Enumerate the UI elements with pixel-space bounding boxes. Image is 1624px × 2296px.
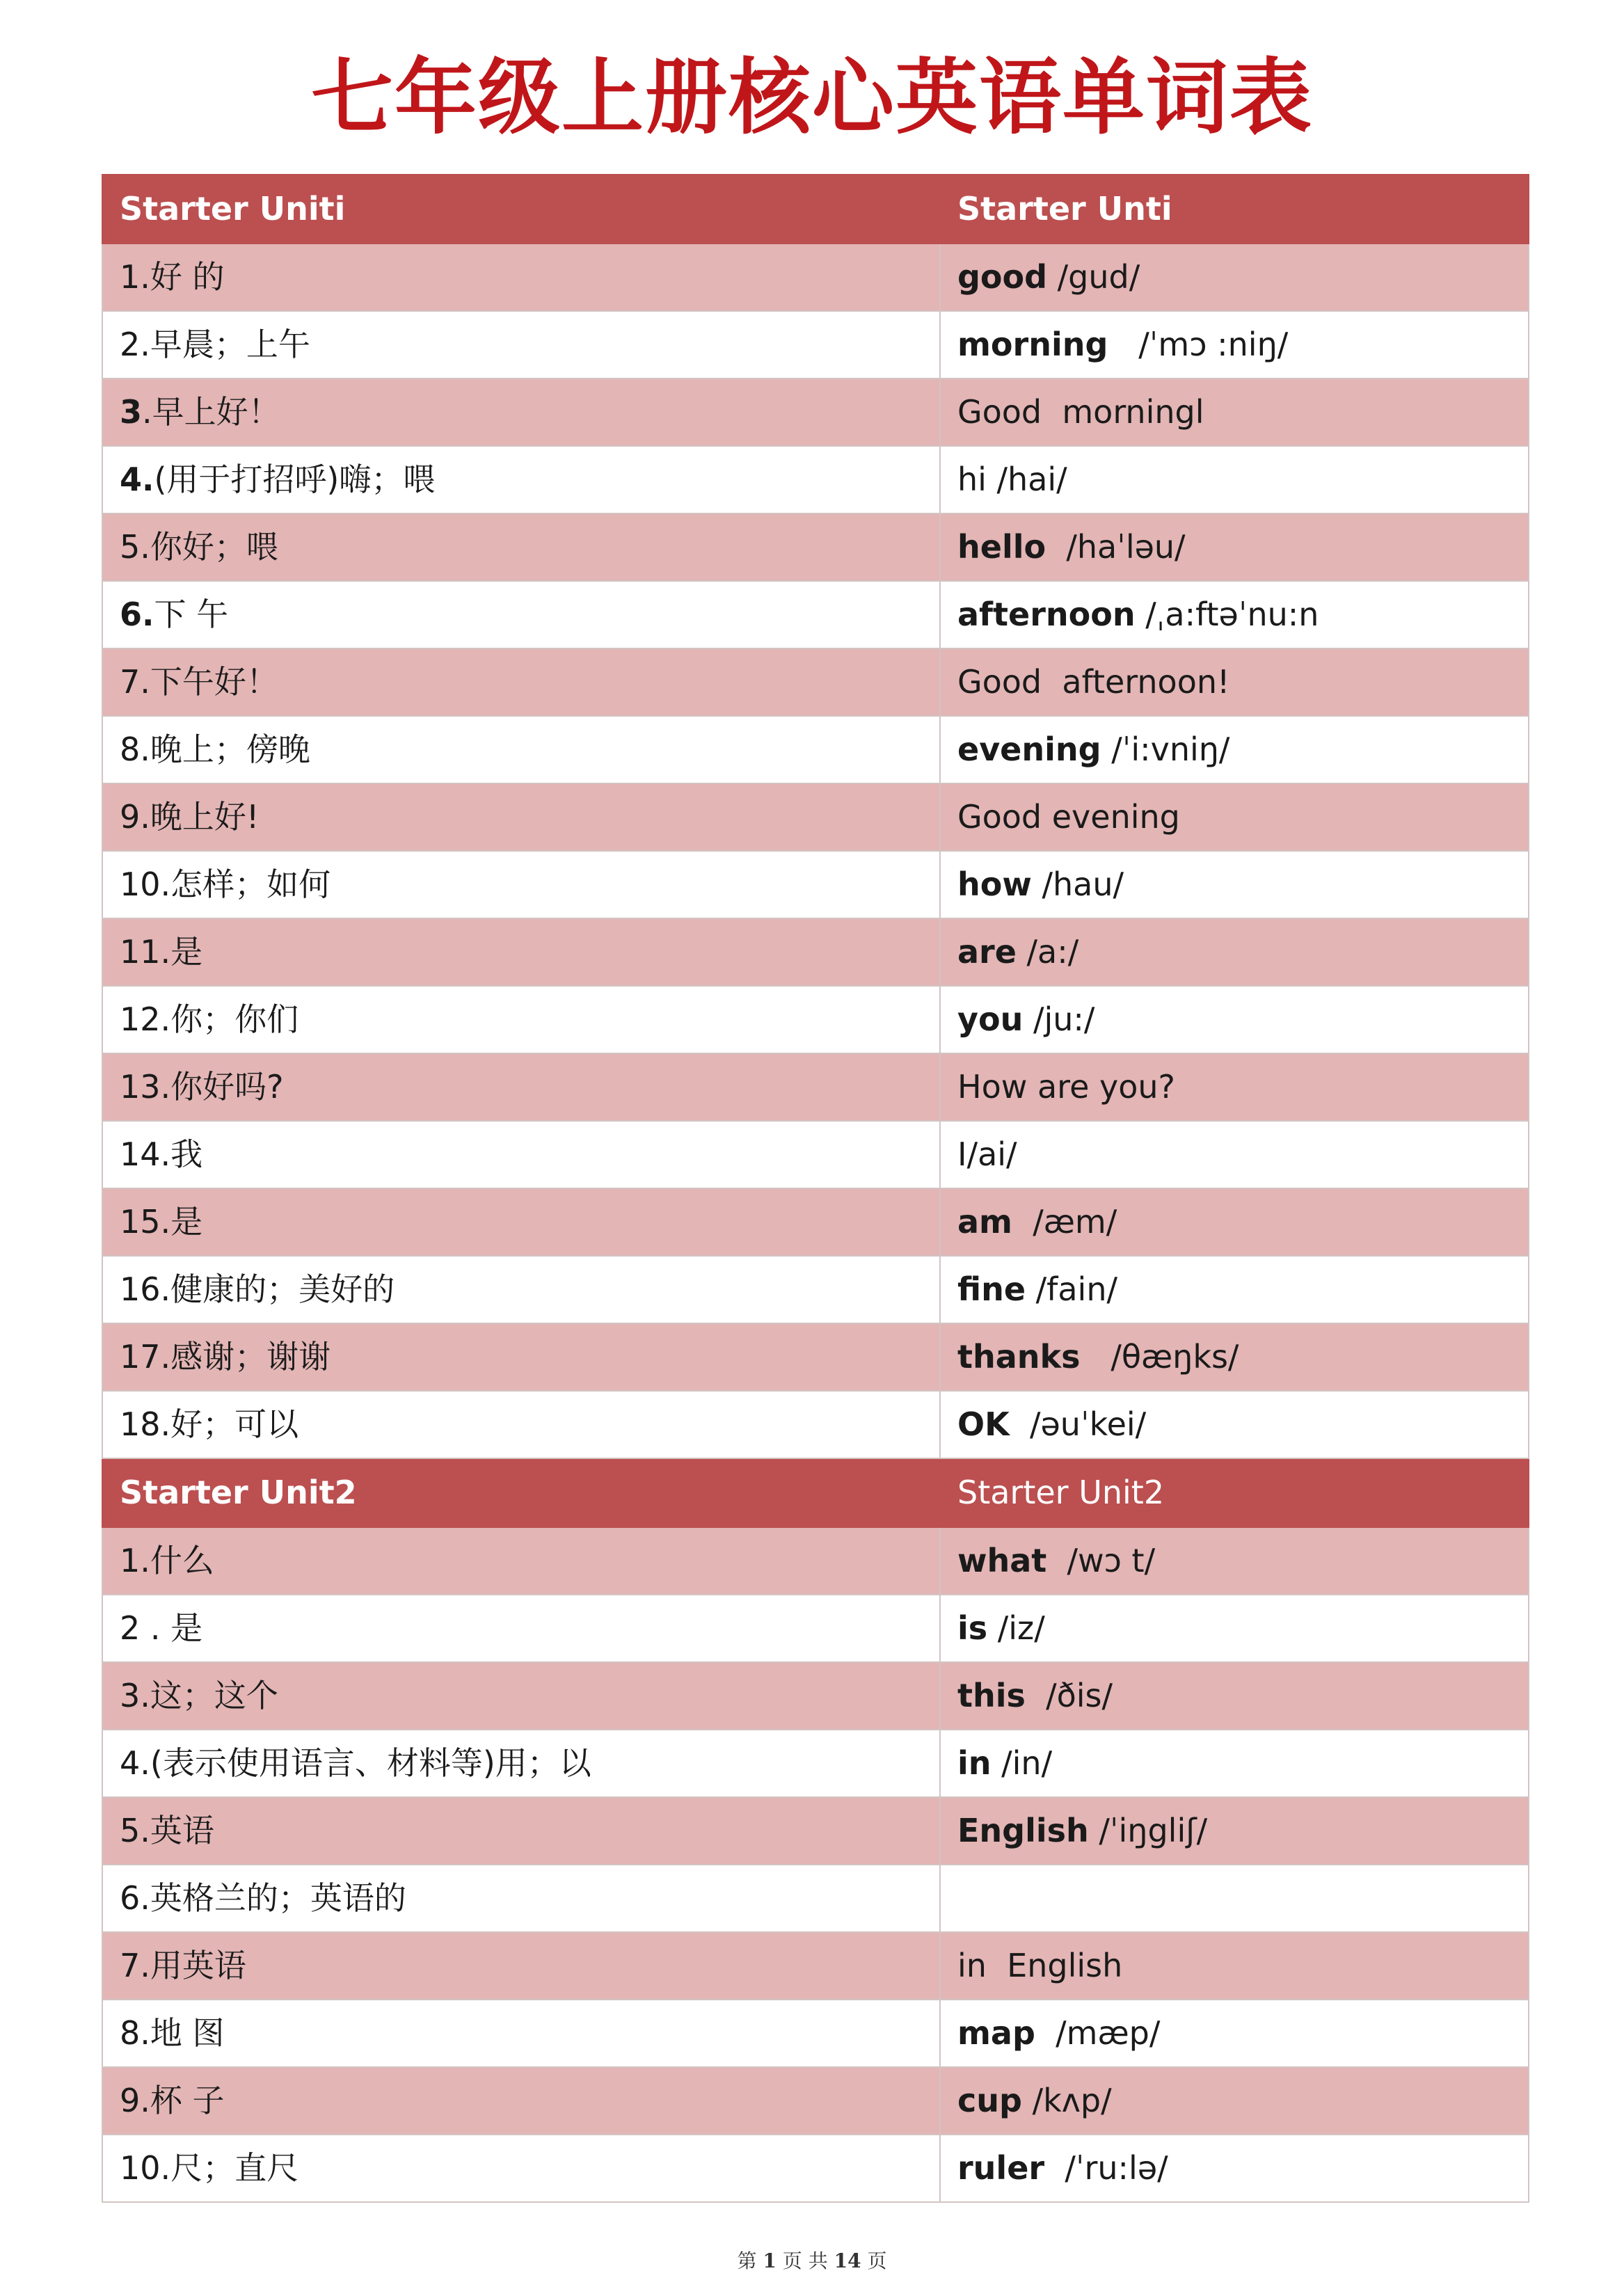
chinese-meaning: (用于打招呼)嗨；喂 <box>154 461 436 498</box>
phonetic: /ˈiŋgliʃ/ <box>1088 1812 1208 1849</box>
phonetic: /ˌa:ftəˈnu:n <box>1135 596 1319 633</box>
item-number: 2 <box>120 1609 141 1647</box>
chinese-meaning: .下午好！ <box>140 663 278 701</box>
chinese-meaning: .是 <box>160 1203 203 1241</box>
footer-prefix: 第 <box>737 2249 757 2272</box>
item-number: 15 <box>120 1203 161 1241</box>
chinese-meaning-cell <box>102 1121 940 1188</box>
english-word-cell <box>940 1053 1529 1121</box>
item-number: 16 <box>120 1270 161 1308</box>
item-number: 3 <box>120 393 143 431</box>
footer-page-number: 1 <box>763 2249 777 2272</box>
english-word: cup <box>957 2082 1022 2119</box>
table-row <box>102 648 1529 716</box>
table-row <box>102 1527 1529 1595</box>
chinese-meaning-cell <box>102 244 940 311</box>
table-row <box>102 1595 1529 1662</box>
phonetic: Good afternoon! <box>957 663 1230 701</box>
table-row <box>102 1188 1529 1256</box>
item-number: 8 <box>120 2014 141 2052</box>
table-row <box>102 311 1529 378</box>
english-word: fine <box>957 1270 1026 1308</box>
chinese-meaning-cell <box>102 1595 940 1662</box>
item-number: 9 <box>120 798 141 836</box>
english-word: ruler <box>957 2149 1045 2187</box>
english-word-cell <box>940 1391 1529 1458</box>
table-row <box>102 2067 1529 2135</box>
english-word-cell <box>940 1256 1529 1323</box>
table-row <box>102 446 1529 513</box>
chinese-meaning: .好；可以 <box>160 1405 299 1443</box>
phonetic: I/ai/ <box>957 1135 1017 1173</box>
page-footer <box>0 2246 1624 2274</box>
item-number: 1 <box>120 1542 141 1579</box>
english-word: in <box>957 1744 992 1782</box>
chinese-meaning-cell <box>102 1932 940 2000</box>
chinese-meaning: .杯 子 <box>140 2082 225 2119</box>
chinese-meaning: .用英语 <box>140 1947 246 1984</box>
english-word: OK <box>957 1405 1010 1443</box>
item-number: 6. <box>120 596 154 633</box>
english-word-cell <box>940 581 1529 648</box>
table-row <box>102 1053 1529 1121</box>
chinese-meaning: .晚上；傍晚 <box>140 731 310 768</box>
section-header-en: Starter Unit2 <box>940 1458 1529 1527</box>
chinese-meaning-cell <box>102 1256 940 1323</box>
table-row <box>102 1323 1529 1391</box>
chinese-meaning-cell <box>102 513 940 581</box>
table-row <box>102 244 1529 311</box>
vocab-table <box>102 174 1529 2203</box>
phonetic: /ˈru:lə/ <box>1044 2149 1168 2187</box>
english-word-cell <box>940 1865 1529 1932</box>
chinese-meaning-cell <box>102 1323 940 1391</box>
item-number: 8 <box>120 731 141 768</box>
item-number: 17 <box>120 1338 161 1376</box>
table-row <box>102 1662 1529 1730</box>
section-header-row <box>102 1458 1529 1527</box>
table-row <box>102 1932 1529 2000</box>
item-number: 6 <box>120 1879 141 1917</box>
chinese-meaning-cell <box>102 1188 940 1256</box>
table-row <box>102 918 1529 986</box>
english-word-cell <box>940 1188 1529 1256</box>
chinese-meaning: .(表示使用语言、材料等)用；以 <box>140 1744 591 1782</box>
english-word: is <box>957 1609 988 1647</box>
chinese-meaning: .地 图 <box>140 2014 225 2052</box>
chinese-meaning-cell <box>102 2067 940 2135</box>
item-number: 14 <box>120 1135 161 1173</box>
english-word-cell <box>940 918 1529 986</box>
table-row <box>102 986 1529 1053</box>
phonetic: /ju:/ <box>1023 1000 1095 1038</box>
chinese-meaning-cell <box>102 1391 940 1458</box>
phonetic: /ˈmɔ :niŋ/ <box>1108 326 1289 363</box>
english-word-cell <box>940 513 1529 581</box>
footer-mid: 页 共 <box>782 2249 828 2272</box>
chinese-meaning-cell <box>102 581 940 648</box>
chinese-meaning-cell <box>102 648 940 716</box>
item-number: 9 <box>120 2082 141 2119</box>
chinese-meaning-cell <box>102 2000 940 2067</box>
phonetic: /ˈi:vniŋ/ <box>1101 731 1230 768</box>
chinese-meaning-cell <box>102 1527 940 1595</box>
chinese-meaning: .你；你们 <box>160 1000 299 1038</box>
chinese-meaning: .好 的 <box>140 258 225 296</box>
english-word-cell <box>940 986 1529 1053</box>
page-title: 七年级上册核心英语单词表 <box>310 49 1313 145</box>
english-word-cell <box>940 1932 1529 2000</box>
english-word: morning <box>957 326 1108 363</box>
item-number: 3 <box>120 1677 141 1714</box>
item-number: 10 <box>120 2149 161 2187</box>
english-word-cell <box>940 1730 1529 1797</box>
table-row <box>102 1865 1529 1932</box>
chinese-meaning: .尺；直尺 <box>160 2149 299 2187</box>
english-word-cell <box>940 2000 1529 2067</box>
item-number: 7 <box>120 663 141 701</box>
english-word-cell <box>940 783 1529 851</box>
chinese-meaning: .我 <box>160 1135 203 1173</box>
english-word-cell <box>940 446 1529 513</box>
item-number: 2 <box>120 326 141 363</box>
table-row <box>102 716 1529 783</box>
phonetic: /kʌp/ <box>1021 2082 1112 2119</box>
english-word-cell <box>940 1797 1529 1865</box>
english-word-cell <box>940 378 1529 446</box>
english-word: am <box>957 1203 1012 1241</box>
phonetic: /æm/ <box>1012 1203 1117 1241</box>
phonetic: /θæŋks/ <box>1080 1338 1239 1376</box>
chinese-meaning-cell <box>102 2135 940 2202</box>
english-word: are <box>957 933 1017 971</box>
english-word: thanks <box>957 1338 1081 1376</box>
english-word: evening <box>957 731 1101 768</box>
phonetic: Good morningl <box>957 393 1204 431</box>
phonetic: /mæp/ <box>1035 2014 1161 2052</box>
chinese-meaning-cell <box>102 918 940 986</box>
chinese-meaning: .你好；喂 <box>140 528 278 566</box>
table-row <box>102 2135 1529 2202</box>
section-header-en: Starter Unti <box>940 175 1529 244</box>
english-word: afternoon <box>957 596 1136 633</box>
chinese-meaning: .你好吗? <box>160 1068 284 1106</box>
english-word-cell <box>940 311 1529 378</box>
item-number: 13 <box>120 1068 161 1106</box>
english-word: how <box>957 866 1032 903</box>
chinese-meaning: .什么 <box>140 1542 214 1579</box>
phonetic: /haˈləu/ <box>1046 528 1186 566</box>
table-row <box>102 1730 1529 1797</box>
table-row <box>102 783 1529 851</box>
english-word-cell <box>940 2135 1529 2202</box>
chinese-meaning: .早晨；上午 <box>140 326 310 363</box>
chinese-meaning: .英语 <box>140 1812 214 1849</box>
english-word-cell <box>940 1662 1529 1730</box>
chinese-meaning-cell <box>102 986 940 1053</box>
phonetic: in English <box>957 1947 1123 1984</box>
section-header-row <box>102 175 1529 244</box>
english-word-cell <box>940 1323 1529 1391</box>
section-header-cn: Starter Unit2 <box>102 1458 940 1527</box>
english-word-cell <box>940 648 1529 716</box>
chinese-meaning-cell <box>102 1797 940 1865</box>
table-row <box>102 851 1529 918</box>
table-row <box>102 581 1529 648</box>
phonetic: /əuˈkei/ <box>1009 1405 1147 1443</box>
english-word-cell <box>940 716 1529 783</box>
english-word: hello <box>957 528 1046 566</box>
english-word-cell <box>940 1595 1529 1662</box>
item-number: 4. <box>120 461 154 498</box>
table-row <box>102 1797 1529 1865</box>
item-number: 5 <box>120 1812 141 1849</box>
chinese-meaning: .健康的；美好的 <box>160 1270 395 1308</box>
phonetic: /ðis/ <box>1025 1677 1113 1714</box>
item-number: 5 <box>120 528 141 566</box>
item-number: 1 <box>120 258 141 296</box>
item-number: 12 <box>120 1000 161 1038</box>
chinese-meaning-cell <box>102 1053 940 1121</box>
english-word-cell <box>940 851 1529 918</box>
english-word-cell <box>940 1527 1529 1595</box>
phonetic: /a:/ <box>1016 933 1079 971</box>
item-number: 10 <box>120 866 161 903</box>
chinese-meaning: .怎样；如何 <box>160 866 331 903</box>
chinese-meaning-cell <box>102 446 940 513</box>
table-row <box>102 513 1529 581</box>
phonetic: /fain/ <box>1026 1270 1117 1308</box>
english-word: good <box>957 258 1048 296</box>
section-header-cn: Starter Uniti <box>102 175 940 244</box>
item-number: 11 <box>120 933 161 971</box>
english-word-cell <box>940 1121 1529 1188</box>
item-number: 18 <box>120 1405 161 1443</box>
phonetic: /hau/ <box>1031 866 1124 903</box>
chinese-meaning: . 是 <box>140 1609 203 1647</box>
phonetic: /in/ <box>991 1744 1053 1782</box>
chinese-meaning-cell <box>102 851 940 918</box>
phonetic: How are you? <box>957 1068 1175 1106</box>
footer-suffix: 页 <box>867 2249 887 2272</box>
chinese-meaning-cell <box>102 311 940 378</box>
phonetic: Good evening <box>957 798 1180 836</box>
chinese-meaning: .晚上好! <box>140 798 260 836</box>
english-word: map <box>957 2014 1035 2052</box>
table-row <box>102 378 1529 446</box>
chinese-meaning: .是 <box>160 933 203 971</box>
english-word-cell <box>940 244 1529 311</box>
english-word: this <box>957 1677 1026 1714</box>
chinese-meaning-cell <box>102 783 940 851</box>
chinese-meaning: 下 午 <box>154 596 229 633</box>
phonetic: /iz/ <box>987 1609 1045 1647</box>
chinese-meaning-cell <box>102 1662 940 1730</box>
chinese-meaning-cell <box>102 378 940 446</box>
chinese-meaning-cell <box>102 1865 940 1932</box>
table-row <box>102 1121 1529 1188</box>
english-word: what <box>957 1542 1047 1579</box>
english-word-cell <box>940 2067 1529 2135</box>
table-row <box>102 1256 1529 1323</box>
chinese-meaning: .早上好！ <box>142 393 280 431</box>
english-word: you <box>957 1000 1024 1038</box>
english-word: English <box>957 1812 1089 1849</box>
chinese-meaning: .这；这个 <box>140 1677 278 1714</box>
chinese-meaning: .英格兰的；英语的 <box>140 1879 406 1917</box>
phonetic: /wɔ t/ <box>1046 1542 1156 1579</box>
table-row <box>102 2000 1529 2067</box>
phonetic: hi /hai/ <box>957 461 1067 498</box>
chinese-meaning-cell <box>102 716 940 783</box>
footer-total-pages: 14 <box>834 2249 861 2272</box>
item-number: 4 <box>120 1744 141 1782</box>
chinese-meaning: .感谢；谢谢 <box>160 1338 331 1376</box>
table-row <box>102 1391 1529 1458</box>
chinese-meaning-cell <box>102 1730 940 1797</box>
item-number: 7 <box>120 1947 141 1984</box>
phonetic: /gud/ <box>1047 258 1140 296</box>
